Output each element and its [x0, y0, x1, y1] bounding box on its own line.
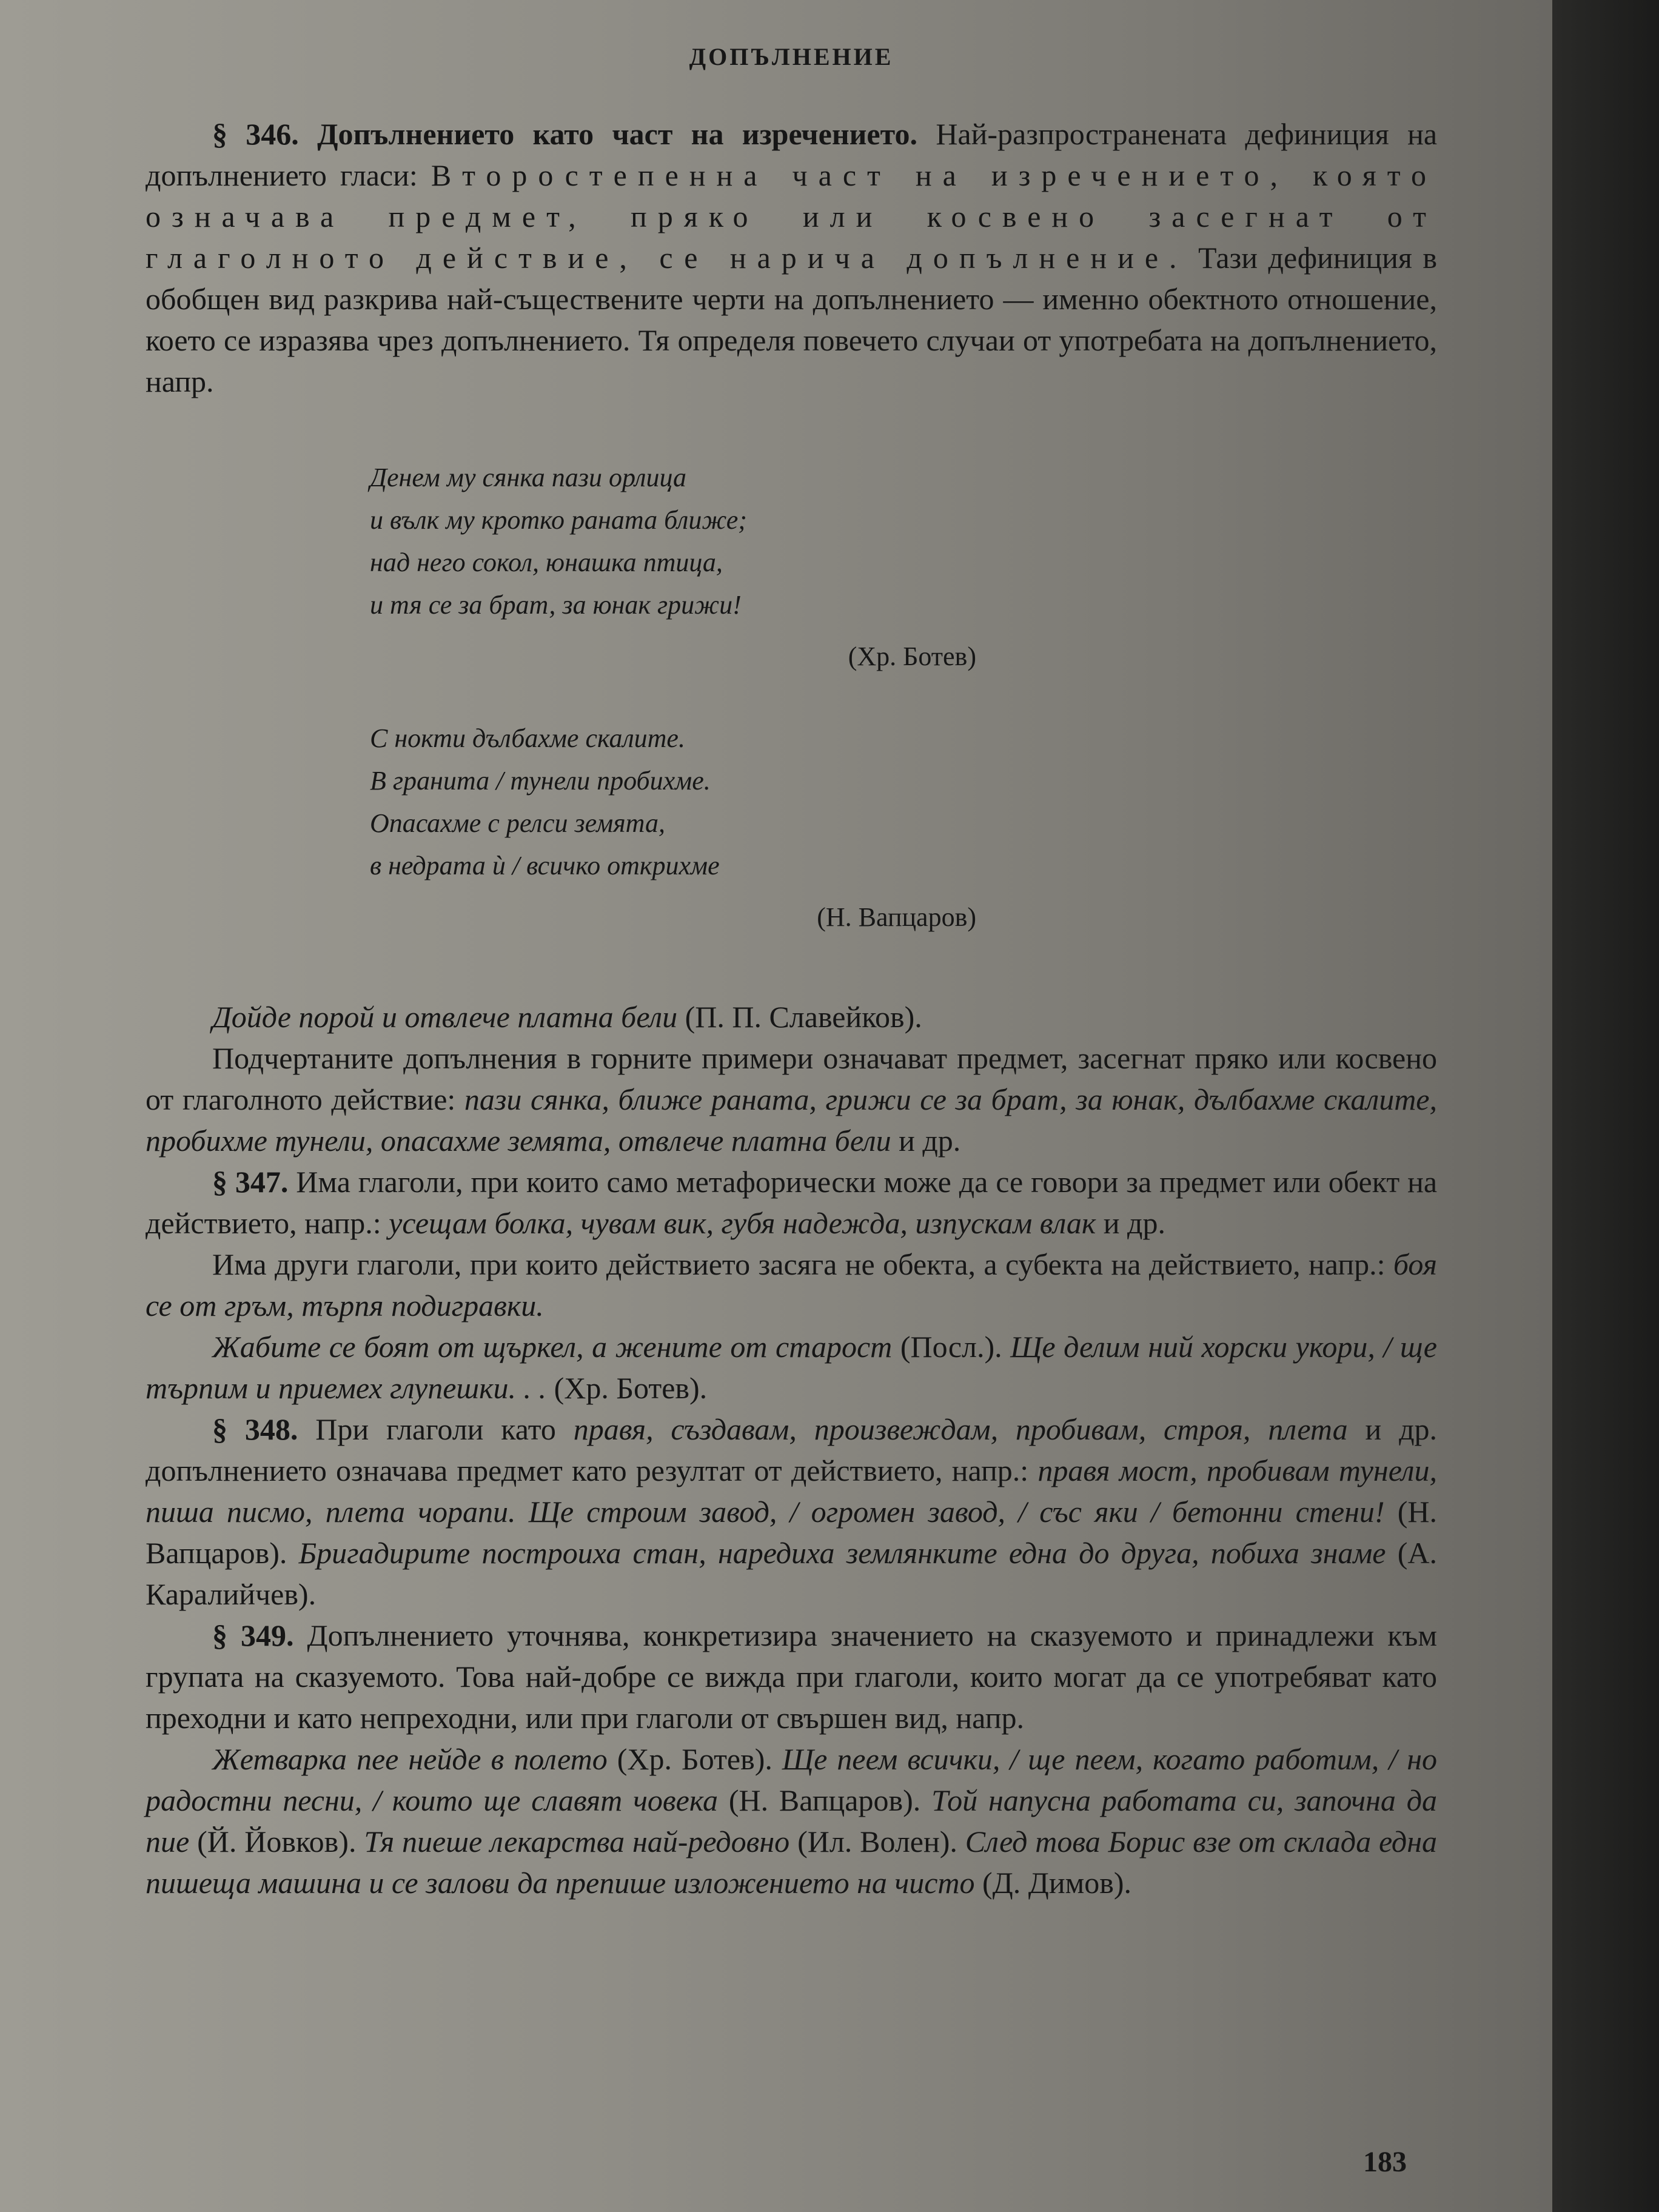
quote-source: (Д. Димов).: [982, 1866, 1132, 1900]
section-347: [146, 1161, 1437, 1244]
example-text: Дойде порой и отвлече платна бели: [212, 1000, 678, 1034]
quote-source: (Ил. Волен).: [797, 1825, 957, 1858]
section-examples: правя мост, пробивам тунели, пиша писмо, плета чорапи.: [146, 1453, 1437, 1529]
section-body: Тази дефиниция в обобщен вид разкрива най-съществените черти на допълнението — именно обектното отношение, което се изразява чрез допълнението. Тя определя повечето случаи от употребата на допълнението, напр.: [146, 241, 1438, 398]
section-verbs: правя, създавам, произвеждам, пробивам, строя, плета: [573, 1412, 1348, 1446]
quote-source: (Хр. Ботев).: [617, 1742, 773, 1776]
underlined-paragraph: [146, 1037, 1437, 1161]
quote-text: Ще делим ний хорски укори, / ще търпим и приемех глупешки. . .: [146, 1330, 1437, 1405]
poem-vaptsarov: [370, 717, 976, 942]
quote-text: След това Борис взе от склада една пишеща машина и се залови да препише изложението на чисто: [146, 1825, 1437, 1900]
section-number: § 349.: [212, 1618, 294, 1652]
section-body: Допълнението уточнява, конкретизира значението на сказуемото и принадлежи към групата на сказуемото. Това най-добре се вижда при глаголи, които могат да се употребяват като преходни и като непреходни, или при глаголи от свършен вид, напр.: [146, 1618, 1437, 1735]
section-number: § 348.: [212, 1412, 298, 1446]
section-349-quotes: [146, 1738, 1437, 1903]
quote-text: Жетварка пее нейде в полето: [212, 1742, 608, 1776]
poem-line: и тя се за брат, за юнак грижи!: [370, 590, 742, 620]
quote-source: (Й. Йовков).: [197, 1825, 357, 1858]
paragraph-tail: и др.: [899, 1124, 961, 1158]
quote-source: (Н. Вапцаров).: [146, 1495, 1438, 1570]
quote-text: Тя пиеше лекарства най-редовно: [364, 1825, 790, 1858]
example-slaveykov: [146, 996, 1437, 1037]
quote-text: Той напусна работата си, започна да пие: [146, 1783, 1438, 1858]
quote-text: Ще пеем всички, / ще пеем, когато работим, / но радостни песни, / които ще славят човека: [146, 1742, 1437, 1817]
section-body: и др. допълнението означава предмет като резултат от действието, напр.:: [146, 1412, 1438, 1487]
section-348: [146, 1409, 1437, 1615]
section-347-second: [146, 1244, 1437, 1326]
paragraph-examples: пази сянка, ближе раната, грижи се за брат, за юнак, дълбахме скалите, пробихме тунели, опасахме земята, отвлече платна бели: [146, 1082, 1437, 1158]
section-title: Допълнението като част на изречението.: [317, 117, 918, 151]
section-body: Има други глаголи, при които действието засяга не обекта, а субекта на действието, напр.:: [212, 1247, 1386, 1281]
example-source: (П. П. Славейков).: [685, 1000, 922, 1034]
proverb-source: (Посл.).: [900, 1330, 1002, 1364]
book-edge-shadow: [1552, 0, 1659, 2212]
poem-line: в недрата ѝ / всичко открихме: [370, 851, 720, 880]
poem-line: Опасахме с релси земята,: [370, 808, 665, 838]
section-examples: боя се от гръм, търпя подигравки.: [146, 1247, 1437, 1322]
quote-source: (Хр. Ботев).: [554, 1371, 708, 1405]
quote-source: (А. Каралийчев).: [146, 1536, 1438, 1611]
poem-line: Денем му сянка пази орлица: [370, 463, 686, 492]
section-body: Има глаголи, при които само метафорически може да се говори за предмет или обект на действието, напр.:: [146, 1165, 1438, 1240]
section-tail: и др.: [1103, 1206, 1165, 1240]
page-number: 183: [1363, 2146, 1407, 2178]
section-347-quotes: [146, 1326, 1437, 1409]
section-body: При глаголи като: [315, 1412, 556, 1446]
quote-text: Бригадирите построиха стан, наредиха землянките една до друга, побиха знаме: [298, 1536, 1386, 1570]
poem-author: (Н. Вапцаров): [817, 902, 976, 932]
section-346: [146, 113, 1437, 402]
section-examples: усещам болка, чувам вик, губя надежда, изпускам влак: [389, 1206, 1096, 1240]
poem-line: В гранита / тунели пробихме.: [370, 766, 711, 796]
poem-line: над него сокол, юнашка птица,: [370, 548, 723, 577]
section-349: [146, 1615, 1437, 1738]
quote-text: Ще строим завод, / огромен завод, / със яки / бетонни стени!: [528, 1495, 1385, 1529]
running-head: ДОПЪЛНЕНИЕ: [689, 43, 894, 70]
section-number: § 347.: [212, 1165, 289, 1199]
definition-text: Второстепенна част на изречението, която означава предмет, пряко или косвено засегнат от глаголното действие, се нарича допълнение.: [146, 158, 1437, 275]
poem-line: С нокти дълбахме скалите.: [370, 723, 685, 753]
section-intro: Най-разпространената дефиниция на допълнението гласи:: [146, 117, 1438, 192]
quote-source: (Н. Вапцаров).: [728, 1783, 921, 1817]
poem-botev: [370, 457, 976, 681]
poem-author: (Хр. Ботев): [848, 642, 976, 671]
poem-line: и вълк му кротко раната ближе;: [370, 505, 747, 535]
proverb-text: Жабите се боят от щъркел, а жените от старост: [212, 1330, 893, 1364]
section-number: § 346.: [212, 117, 299, 151]
paragraph-text: Подчертаните допълнения в горните примери означават предмет, засегнат пряко или косвено от глаголното действие:: [146, 1041, 1437, 1116]
